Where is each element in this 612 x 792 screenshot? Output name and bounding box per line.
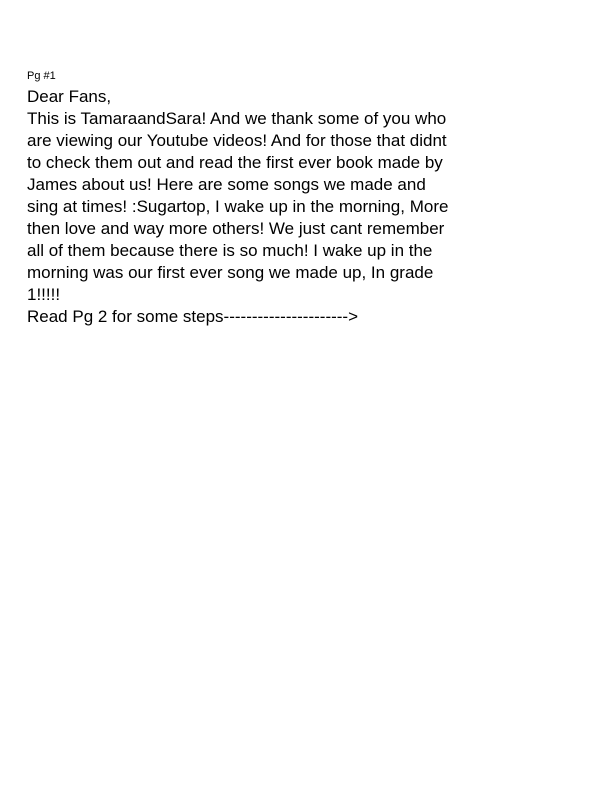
body-line: James about us! Here are some songs we made and	[27, 175, 426, 194]
next-page-note: Read Pg 2 for some steps---------------------->	[27, 307, 359, 326]
body-line: all of them because there is so much! I wake up in the	[27, 241, 433, 260]
letter-page	[27, 68, 587, 328]
body-line: then love and way more others! We just cant remember	[27, 219, 445, 238]
salutation: Dear Fans,	[27, 87, 112, 106]
page-number: Pg #1	[27, 70, 56, 82]
letter-body	[27, 108, 587, 306]
body-line: sing at times! :Sugartop, I wake up in the morning, More	[27, 197, 449, 216]
body-line: This is TamaraandSara! And we thank some of you who	[27, 109, 447, 128]
body-line: 1!!!!!	[27, 285, 61, 304]
body-line: are viewing our Youtube videos! And for those that didnt	[27, 131, 447, 150]
body-line: morning was our first ever song we made up, In grade	[27, 263, 434, 282]
body-line: to check them out and read the first ever book made by	[27, 153, 443, 172]
